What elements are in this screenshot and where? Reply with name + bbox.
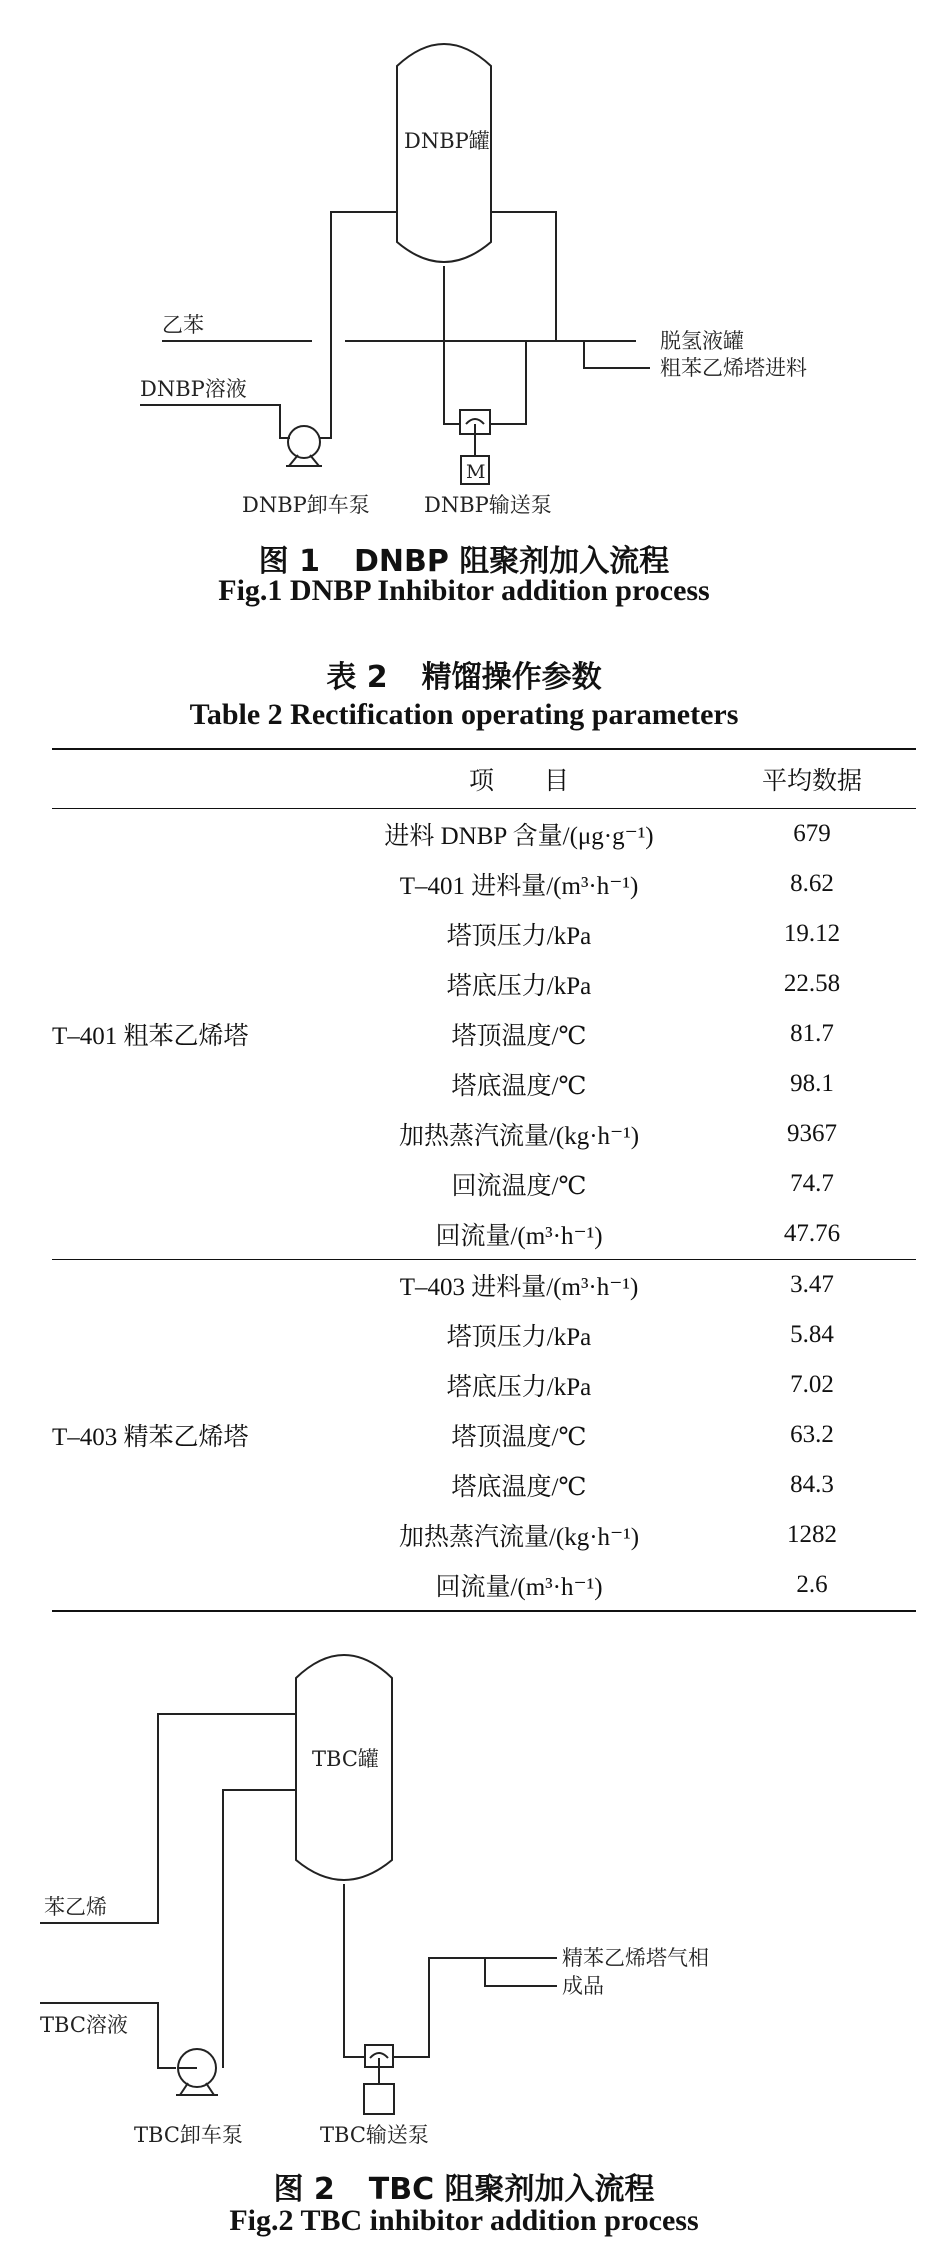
tbc-transfer-pump-label: TBC输送泵 <box>320 2123 429 2147</box>
table2-caption-en: Table 2 Rectification operating parameters <box>189 698 739 731</box>
pipe-tank-right <box>491 212 556 341</box>
output-line2-label: 成品 <box>562 1974 604 1998</box>
ethylbenzene-label: 乙苯 <box>162 313 204 337</box>
header-item: 项 目 <box>330 749 708 809</box>
dnbp-tank-label: DNBP罐 <box>404 129 490 153</box>
pipe-tank-bottom <box>344 1884 365 2057</box>
table-row: 回流量/(m³·h⁻¹) 47.76 <box>435 1220 841 1250</box>
pipe-to-product <box>393 1958 557 2057</box>
tbc-unload-pump-label: TBC卸车泵 <box>134 2123 243 2147</box>
table-row: T–403 精苯乙烯塔 T–403 进料量/(m³·h⁻¹) 3.47 <box>52 1260 916 1311</box>
pipe-styrene <box>40 1714 296 1923</box>
pipe-tank-bottom <box>444 266 460 424</box>
output-line1-label: 精苯乙烯塔气相 <box>562 1946 709 1970</box>
group-name: T–403 精苯乙烯塔 <box>52 1260 330 1612</box>
table-header-row <box>52 749 916 809</box>
table-row: 塔底温度/℃ 98.1 <box>451 1070 834 1100</box>
unload-pump-icon <box>288 426 320 458</box>
dehydro-tank-label: 脱氢液罐 <box>660 329 744 353</box>
table-row: 加热蒸汽流量/(kg·h⁻¹) 9367 <box>398 1120 837 1150</box>
table-row: 塔顶压力/kPa 19.12 <box>446 920 841 950</box>
parameters-table <box>52 748 916 1612</box>
crude-styrene-label: 粗苯乙烯塔进料 <box>660 356 807 380</box>
table-row: T–401 粗苯乙烯塔 进料 DNBP 含量/(μg·g⁻¹) 679 <box>52 809 916 860</box>
motor-label: M <box>466 461 486 483</box>
pipe-unload-to-tank <box>223 1790 296 2068</box>
unload-pump-label: DNBP卸车泵 <box>242 493 370 517</box>
figure2-diagram <box>0 1620 928 2150</box>
figure2-caption-cn: 图 2 TBC 阻聚剂加入流程 <box>273 2172 655 2207</box>
table-row: 塔顶压力/kPa 5.84 <box>446 1321 834 1351</box>
tbc-motor-icon <box>364 2084 394 2114</box>
styrene-label: 苯乙烯 <box>44 1895 107 1919</box>
pipe-crude-styrene <box>584 341 650 368</box>
dnbp-tank <box>397 44 491 262</box>
figure1-diagram <box>0 0 928 520</box>
group-t401 <box>52 809 916 1260</box>
pipe-to-product-branch <box>485 1958 557 1986</box>
figure1-caption-cn: 图 1 DNBP 阻聚剂加入流程 <box>258 544 670 579</box>
table-row: 塔顶温度/℃ 63.2 <box>451 1421 834 1451</box>
figure1-caption-en: Fig.1 DNBP Inhibitor addition process <box>218 574 710 607</box>
pipe-dnbp-solution <box>140 405 290 438</box>
table-row: 塔底压力/kPa 7.02 <box>446 1371 834 1401</box>
table-row: 塔底温度/℃ 84.3 <box>451 1471 834 1501</box>
pipe-pump-to-main <box>490 341 526 424</box>
table-row: 塔顶温度/℃ 81.7 <box>451 1020 834 1050</box>
group-t403 <box>52 1260 916 1612</box>
table2-caption-cn: 表 2 精馏操作参数 <box>326 660 602 695</box>
tbc-solution-label: TBC溶液 <box>40 2013 128 2037</box>
dnbp-solution-label: DNBP溶液 <box>140 377 247 401</box>
table-row: 回流量/(m³·h⁻¹) 2.6 <box>52 1560 916 1611</box>
table-row: 加热蒸汽流量/(kg·h⁻¹) 1282 <box>398 1521 837 1551</box>
header-value: 平均数据 <box>708 749 916 809</box>
transfer-pump-label: DNBP输送泵 <box>424 493 552 517</box>
figure2-caption-en: Fig.2 TBC inhibitor addition process <box>229 2204 699 2237</box>
table-row: 塔底压力/kPa 22.58 <box>446 970 841 1000</box>
table-row: T–401 进料量/(m³·h⁻¹) 8.62 <box>399 870 834 900</box>
table-row: 回流温度/℃ 74.7 <box>451 1170 834 1200</box>
header-blank <box>52 749 330 809</box>
group-name: T–401 粗苯乙烯塔 <box>52 1023 249 1050</box>
pipe-tank-to-unload-pump <box>319 212 397 438</box>
tbc-tank-label: TBC罐 <box>312 1747 379 1771</box>
